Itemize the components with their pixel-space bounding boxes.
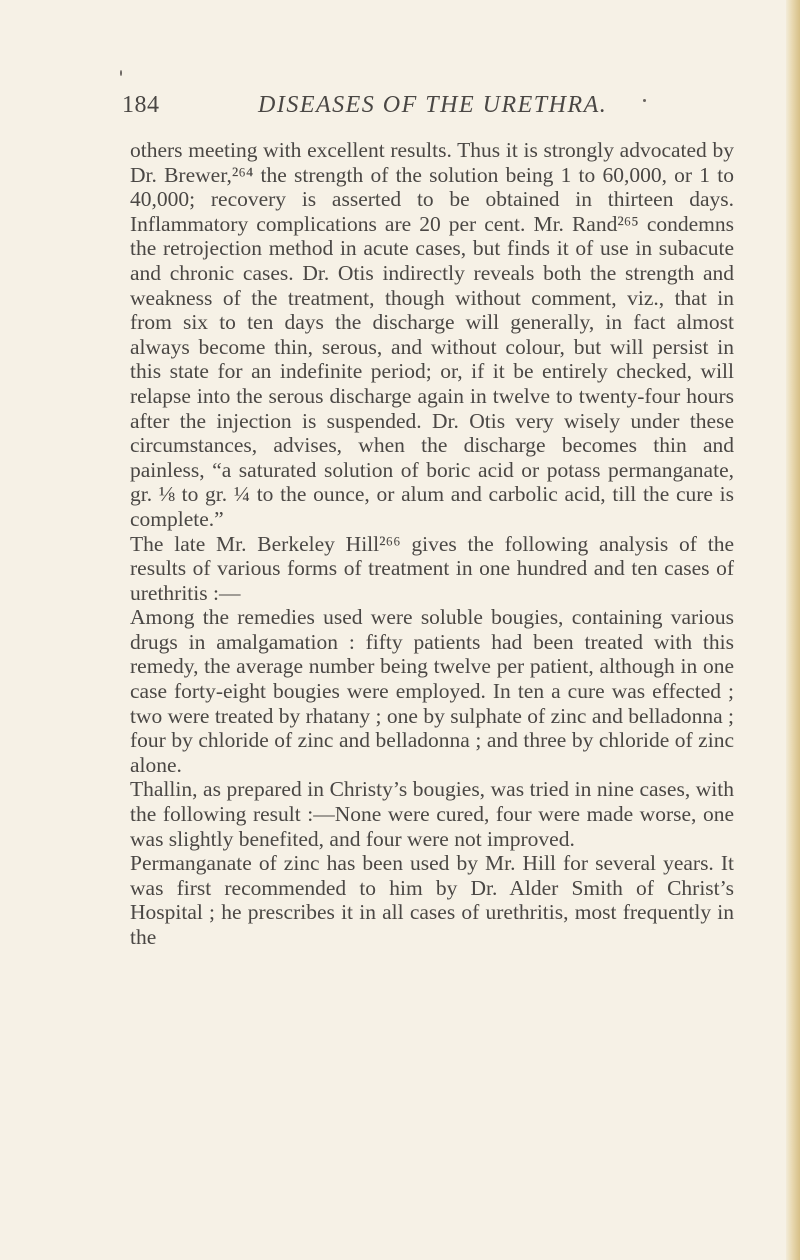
paragraph: Among the remedies used were soluble bougies, containing various drugs in amalgamation : fifty patients had been treated with this remedy, the average number being twelve per patient, although in one case forty-eight bougies were employed. In ten a cure was effected ; two were treated by rhatany ; one by sulphate of zinc and belladonna ; four by chloride of zinc and belladonna ; and three by chloride of zinc alone.: [130, 605, 734, 777]
page-number: 184: [122, 92, 160, 118]
page-speck: [120, 70, 122, 76]
paragraph: Permanganate of zinc has been used by Mr. Hill for several years. It was first recommended to him by Dr. Alder Smith of Christ’s Hospital ; he prescribes it in all cases of urethritis, most frequently in the: [130, 851, 734, 949]
body-text: [130, 138, 734, 950]
paragraph: others meeting with excellent results. Thus it is strongly advocated by Dr. Brewer,²⁶⁴ the strength of the solution being 1 to 60,000, or 1 to 40,000; recovery is asserted to be obtained in thirteen days. Inflammatory complications are 20 per cent. Mr. Rand²⁶⁵ condemns the retrojection method in acute cases, but finds it of use in subacute and chronic cases. Dr. Otis indirectly reveals both the strength and weakness of the treatment, though without comment, viz., that in from six to ten days the discharge will generally, in fact almost always become thin, serous, and without colour, but will persist in this state for an indefinite period; or, if it be entirely checked, will relapse into the serous discharge again in twelve to twenty-four hours after the injection is suspended. Dr. Otis very wisely under these circumstances, advises, when the discharge becomes thin and painless, “a saturated solution of boric acid or potass permanganate, gr. ⅛ to gr. ¼ to the ounce, or alum and carbolic acid, till the cure is complete.”: [130, 138, 734, 531]
page-edge: [786, 0, 800, 1260]
paragraph: Thallin, as prepared in Christy’s bougies, was tried in nine cases, with the following result :—None were cured, four were made worse, one was slightly benefited, and four were not improved.: [130, 777, 734, 851]
paragraph: The late Mr. Berkeley Hill²⁶⁶ gives the following analysis of the results of various forms of treatment in one hundred and ten cases of urethritis :—: [130, 531, 734, 605]
running-head: DISEASES OF THE URETHRA.: [258, 92, 608, 118]
page-header: [122, 92, 682, 126]
